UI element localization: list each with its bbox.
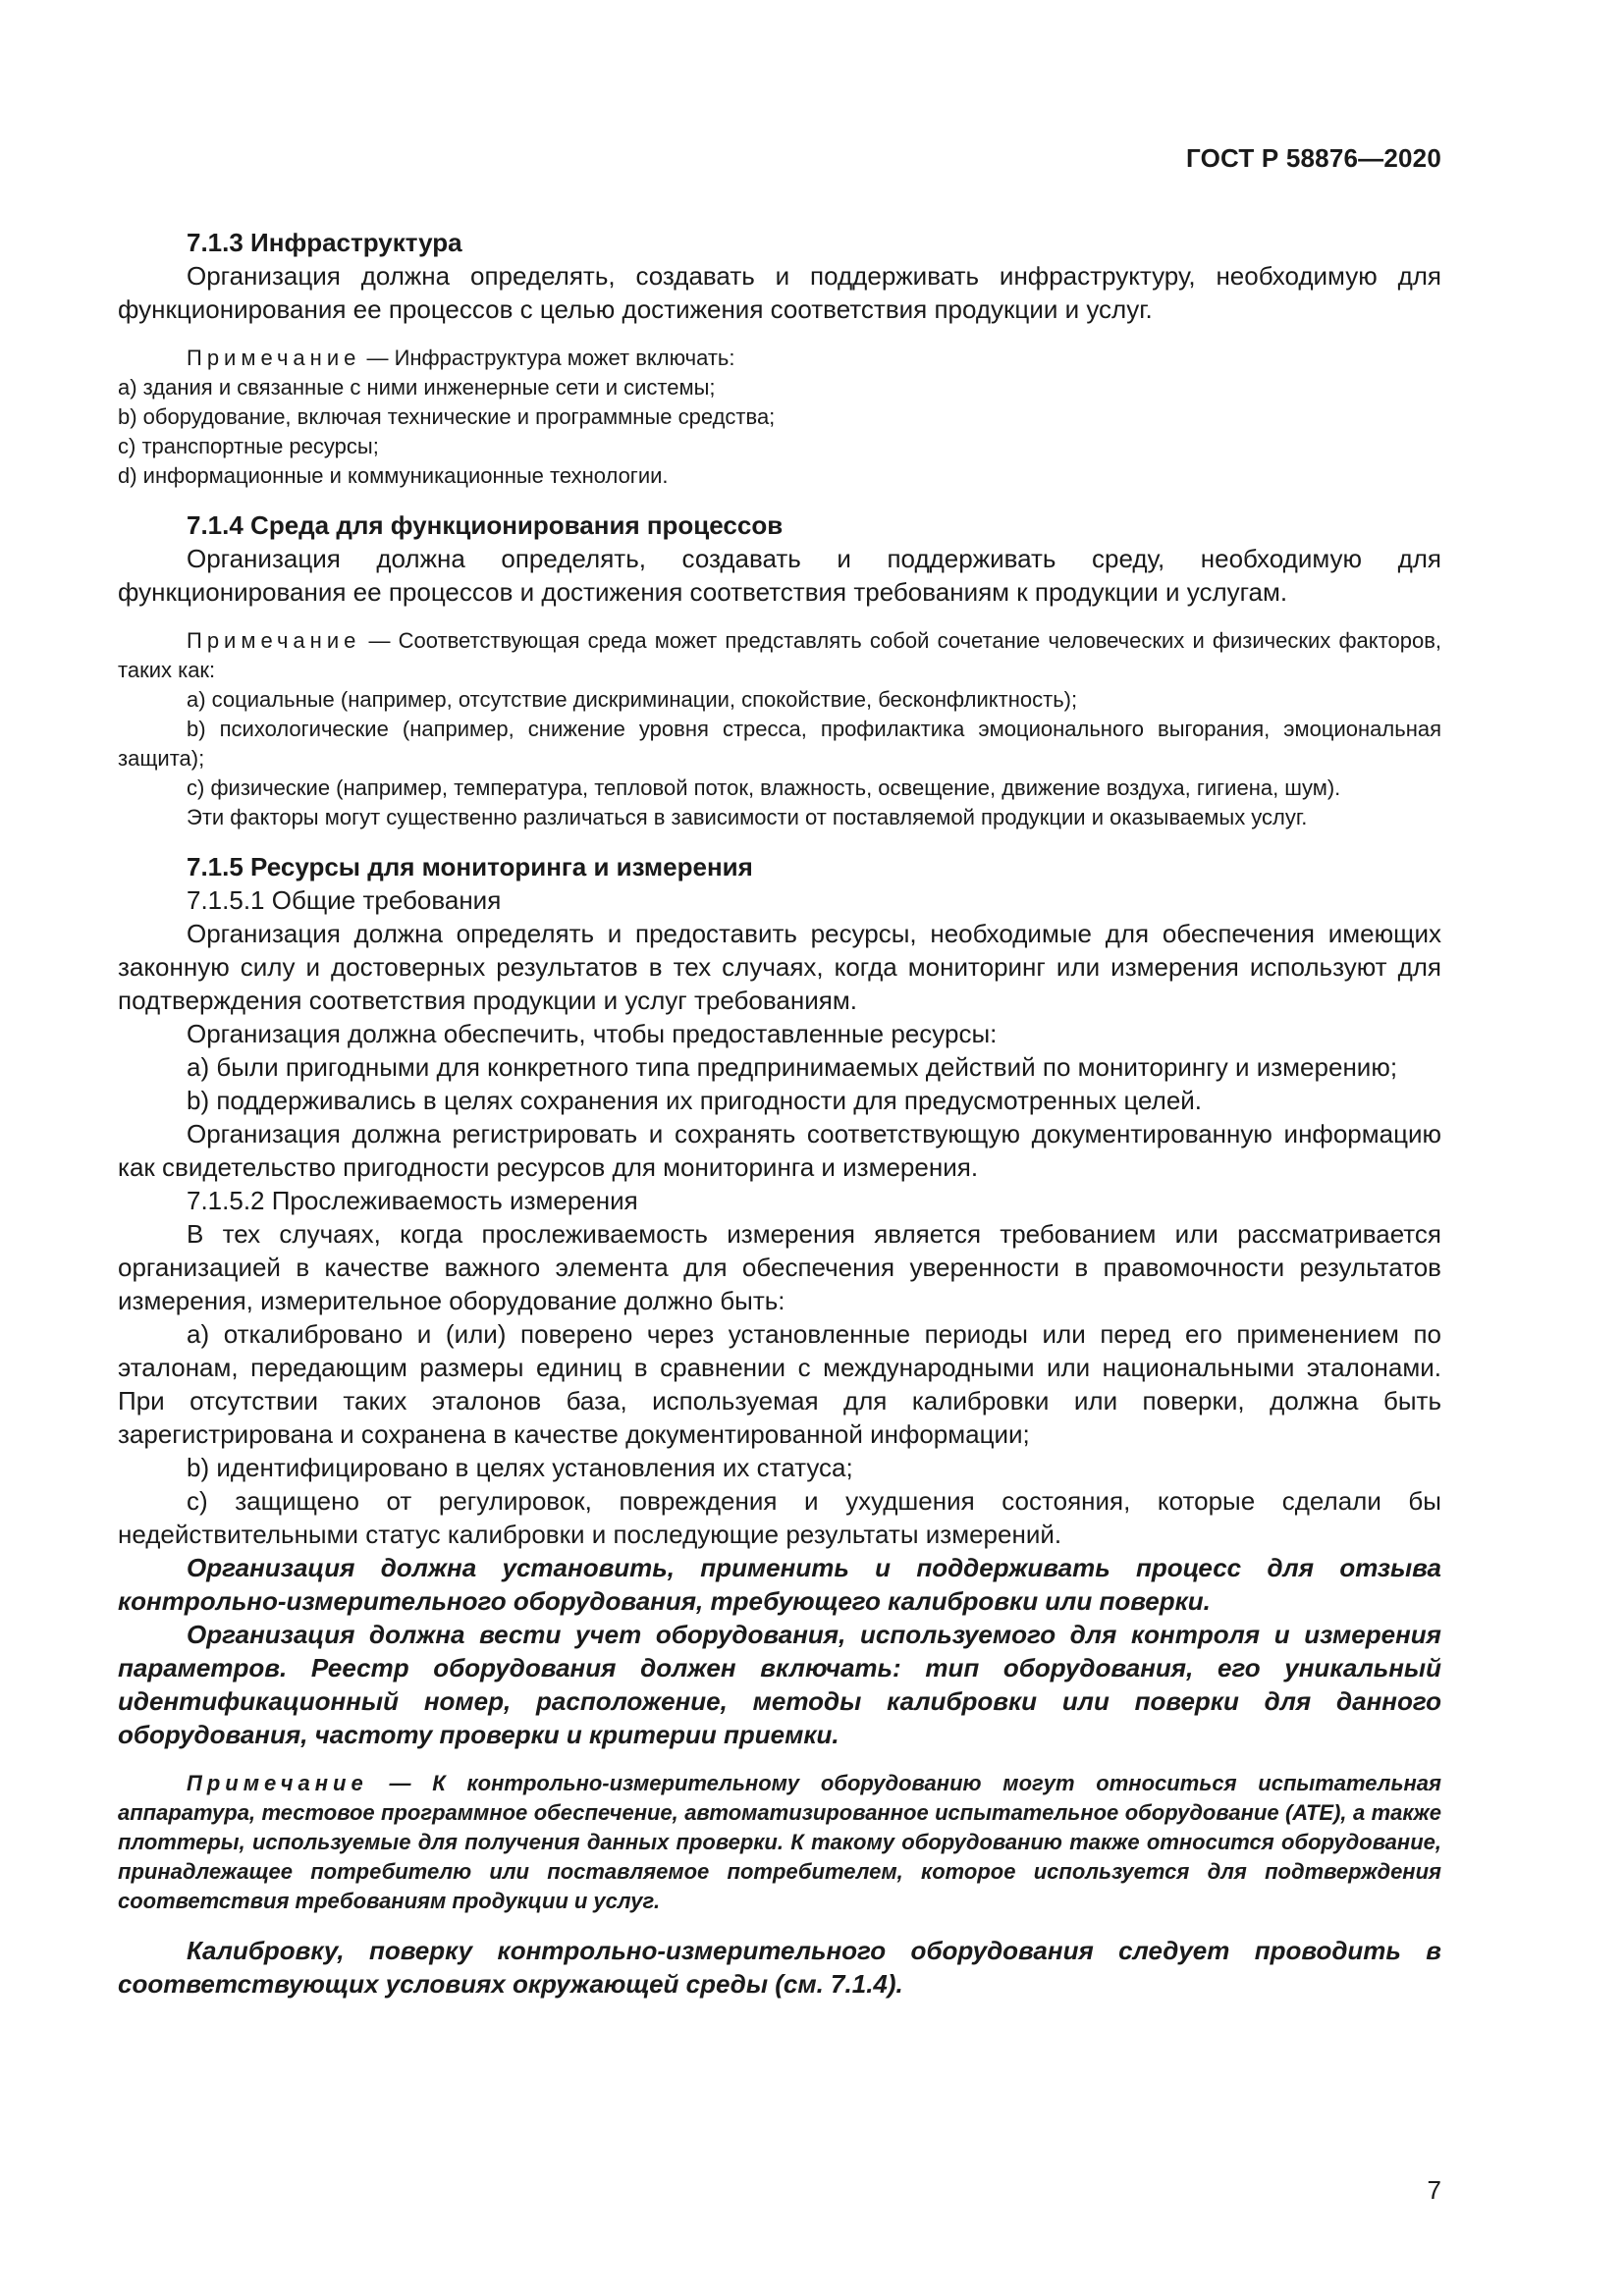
note-list-item: c) физические (например, температура, тепловой поток, влажность, освещение, движение воздуха, гигиена, шум).	[187, 775, 1341, 800]
note-text: Эти факторы могут существенно различаться в зависимости от поставляемой продукции и оказываемых услуг.	[187, 805, 1308, 829]
paragraph: b) идентифицировано в целях установления их статуса;	[187, 1453, 853, 1482]
note-text: — Соответствующая среда может представлять собой сочетание человеческих и физических факторов, таких как:	[118, 628, 1441, 682]
paragraph: Организация должна регистрировать и сохранять соответствующую документированную информацию как свидетельство пригодности ресурсов для мониторинга и измерения.	[118, 1119, 1441, 1182]
note-intro	[118, 344, 1441, 373]
section-heading-7-1-4: 7.1.4 Среда для функционирования процессов	[187, 510, 784, 540]
paragraph: b) поддерживались в целях сохранения их пригодности для предусмотренных целей.	[187, 1086, 1203, 1115]
page-number: 7	[1427, 2175, 1441, 2205]
note-label: Примечание	[187, 628, 361, 653]
paragraph: Организация должна определять, создавать и поддерживать среду, необходимую для функционирования ее процессов и достижения соответствия требованиям к продукции и услугам.	[118, 544, 1441, 607]
paragraph: Организация должна определять и предоставить ресурсы, необходимые для обеспечения имеющих законную силу и достоверных результатов в тех случаях, когда мониторинг или измерения используют для подтверждения соответствия продукции и услуг требованиям.	[118, 919, 1441, 1015]
section-heading-7-1-3: 7.1.3 Инфраструктура	[187, 228, 462, 257]
gost-code: ГОСТ Р 58876—2020	[1186, 143, 1441, 173]
paragraph: c) защищено от регулировок, повреждения и ухудшения состояния, которые сделали бы недействительными статус калибровки и последующие результаты измерений.	[118, 1486, 1441, 1549]
note-list-item: b) психологические (например, снижение уровня стресса, профилактика эмоционального выгорания, эмоциональная защита);	[118, 717, 1441, 771]
paragraph: a) были пригодными для конкретного типа предпринимаемых действий по мониторингу и измерению;	[187, 1052, 1398, 1082]
emphasis-paragraph: Организация должна установить, применить и поддерживать процесс для отзыва контрольно-измерительного оборудования, требующего калибровки или поверки.	[118, 1553, 1441, 1616]
subsection-title: 7.1.5.1 Общие требования	[187, 885, 502, 915]
section-heading-7-1-5: 7.1.5 Ресурсы для мониторинга и измерения	[187, 852, 753, 881]
note-list-item: a) социальные (например, отсутствие дискриминации, спокойствие, бесконфликтность);	[187, 687, 1078, 712]
note-text: — К контрольно-измерительному оборудованию могут относиться испытательная аппаратура, тестовое программное обеспечение, автоматизированное испытательное оборудование (АТЕ), а также плоттеры, используемые для получения данных проверки. К такому оборудованию также относится оборудование, принадлежащее потребителю или поставляемое потребителем, которое используется для подтверждения соответствия требованиям продукции и услуг.	[118, 1771, 1441, 1913]
note-list-item: a) здания и связанные с ними инженерные сети и системы;	[118, 375, 716, 400]
note-list-item: d) информационные и коммуникационные технологии.	[118, 463, 669, 488]
note-text: — Инфраструктура может включать:	[360, 346, 735, 370]
paragraph: Организация должна определять, создавать и поддерживать инфраструктуру, необходимую для функционирования ее процессов с целью достижения соответствия продукции и услуг.	[118, 261, 1441, 324]
page-content	[118, 226, 1441, 2001]
note-label: Примечание	[187, 1771, 368, 1795]
paragraph: Организация должна обеспечить, чтобы предоставленные ресурсы:	[187, 1019, 998, 1048]
note-label: Примечание	[187, 346, 361, 370]
note-list-item: c) транспортные ресурсы;	[118, 434, 379, 458]
note-list-item: b) оборудование, включая технические и программные средства;	[118, 404, 776, 429]
subsection-title: 7.1.5.2 Прослеживаемость измерения	[187, 1186, 638, 1215]
note-emphasis	[118, 1769, 1441, 1916]
paragraph: В тех случаях, когда прослеживаемость измерения является требованием или рассматривается организацией в качестве важного элемента для обеспечения уверенности в правомочности результатов измерения, измерительное оборудование должно быть:	[118, 1219, 1441, 1315]
emphasis-paragraph: Организация должна вести учет оборудования, используемого для контроля и измерения параметров. Реестр оборудования должен включать: тип оборудования, его уникальный идентификационный номер, расположение, методы калибровки или поверки для данного оборудования, частоту проверки и критерии приемки.	[118, 1620, 1441, 1749]
note-intro	[118, 626, 1441, 685]
paragraph: a) откалибровано и (или) поверено через установленные периоды или перед его применением по эталонам, передающим размеры единиц в сравнении с международными или национальными эталонами. При отсутствии таких эталонов база, используемая для калибровки или поверки, должна быть зарегистрирована и сохранена в качестве документированной информации;	[118, 1319, 1441, 1449]
emphasis-paragraph: Калибровку, поверку контрольно-измерительного оборудования следует проводить в соответствующих условиях окружающей среды (см. 7.1.4).	[118, 1936, 1441, 1999]
